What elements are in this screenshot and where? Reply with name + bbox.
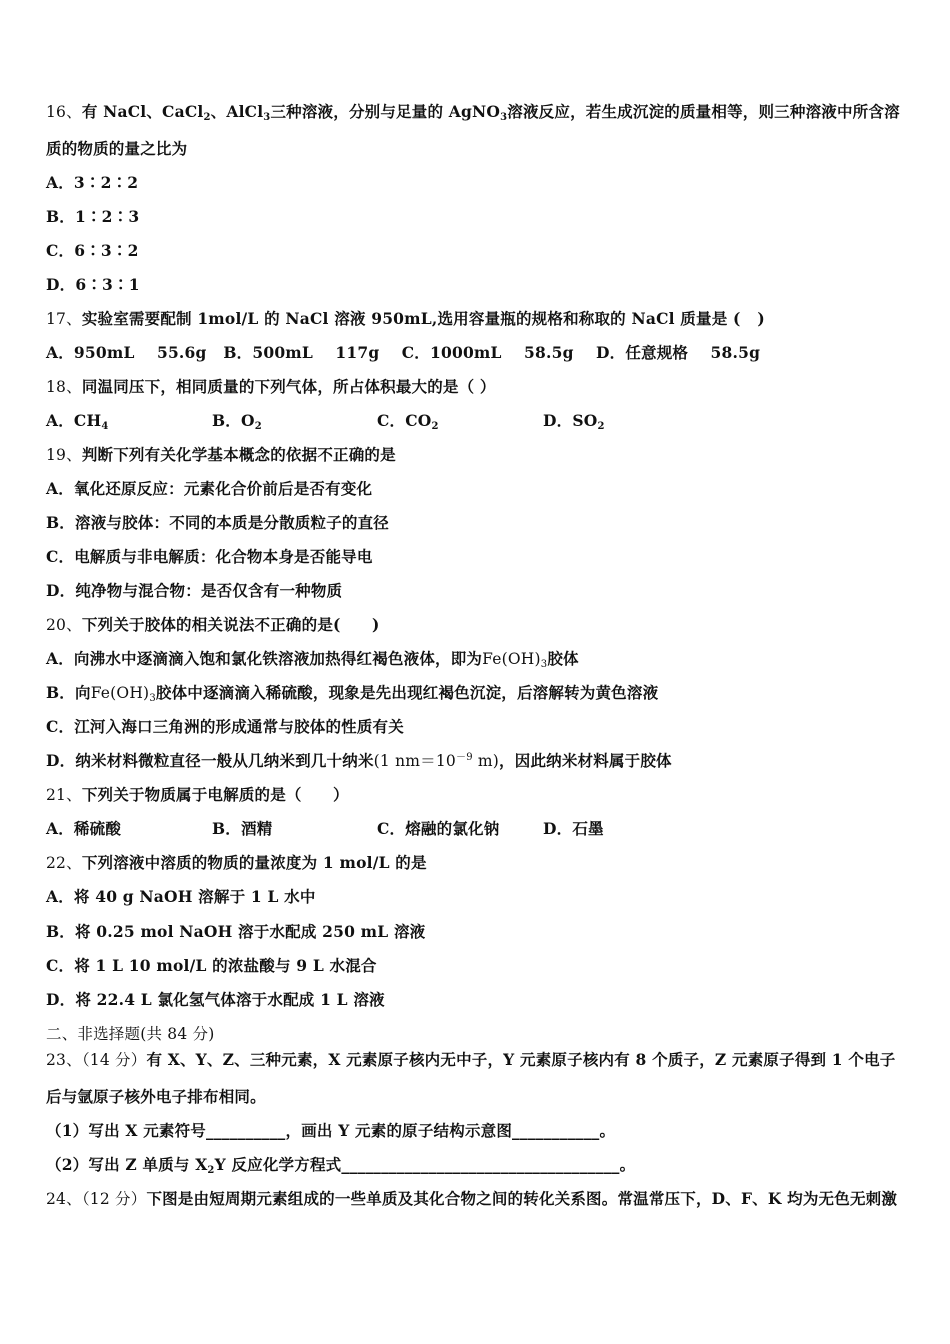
document-line — [46, 751, 672, 771]
document-line — [46, 1155, 635, 1175]
text-segment: (1 nm＝10 — [373, 752, 456, 770]
subscript: 2 — [431, 421, 439, 432]
text-segment: C．6∶3∶2 — [46, 241, 139, 260]
document-line — [46, 173, 138, 193]
document-line — [46, 853, 427, 873]
document-line — [46, 990, 385, 1010]
text-segment: C．CO — [377, 411, 432, 430]
text-segment: D．石墨 — [543, 819, 604, 838]
option-column — [212, 819, 272, 839]
document-line — [46, 207, 139, 227]
text-segment: C．将 1 L 10 mol/L 的浓盐酸与 9 L 水混合 — [46, 956, 377, 975]
text-segment: A．将 40 g NaOH 溶解于 1 L 水中 — [46, 887, 316, 906]
text-segment: 三种溶液，分别与足量的 AgNO — [270, 102, 501, 121]
text-segment: C．电解质与非电解质：化合物本身是否能导电 — [46, 547, 373, 566]
document-line — [46, 445, 396, 465]
text-segment: B．酒精 — [212, 819, 273, 838]
text-segment: A．CH — [46, 411, 102, 430]
text-segment: （1）写出 X 元素符号__________，画出 Y 元素的原子结构示意图___________。 — [46, 1121, 616, 1140]
subscript: 4 — [101, 421, 109, 432]
subscript: 2 — [597, 421, 605, 432]
document-line — [46, 1121, 615, 1141]
text-segment: 二、非选择题(共 84 分) — [46, 1025, 215, 1043]
text-segment: 胶体 — [547, 649, 579, 668]
superscript: －9 — [456, 752, 473, 763]
document-line — [46, 581, 342, 601]
option-column — [46, 411, 108, 431]
text-segment: 、AlCl — [210, 102, 264, 121]
text-segment: A．向沸水中逐滴滴入饱和氯化铁溶液加热得红褐色液体，即为 — [46, 649, 483, 668]
text-segment: 有 X、Y、Z、三种元素，X 元素原子核内无中子，Y 元素原子核内有 8 个质子，Z 元素原子得到 1 个电子 — [146, 1050, 896, 1069]
document-line — [46, 1024, 214, 1044]
text-segment: ，因此纳米材料属于胶体 — [499, 751, 672, 770]
text-segment: 下列关于胶体的相关说法不正确的是( ) — [81, 615, 380, 634]
document-line — [46, 309, 765, 329]
option-column — [377, 819, 499, 839]
text-segment: D．SO — [543, 411, 598, 430]
text-segment: m) — [472, 752, 500, 770]
text-segment: 有 NaCl、CaCl — [81, 102, 204, 121]
document-line — [46, 513, 389, 533]
text-segment: B．溶液与胶体：不同的本质是分散质粒子的直径 — [46, 513, 390, 532]
text-segment: A．950mL 55.6g B．500mL 117g C．1000mL 58.5g D．任意规格 58.5g — [46, 343, 761, 362]
option-column — [46, 819, 121, 839]
text-segment: A．氧化还原反应：元素化合价前后是否有变化 — [46, 479, 373, 498]
document-line — [46, 479, 372, 499]
document-line — [46, 717, 404, 737]
text-segment: 21、 — [46, 786, 82, 804]
document-line — [46, 785, 349, 805]
text-segment: 实验室需要配制 1mol/L 的 NaCl 溶液 950mL,选用容量瓶的规格和称取的 NaCl 质量是 ( ) — [81, 309, 765, 328]
text-segment: Fe(OH) — [90, 684, 150, 702]
document-line — [46, 922, 425, 942]
text-segment: Y 反应化学方程式___________________________________。 — [214, 1155, 636, 1174]
option-column — [212, 411, 262, 431]
text-segment: 23、（14 分） — [46, 1051, 147, 1069]
text-segment: 胶体中逐滴滴入稀硫酸，现象是先出现红褐色沉淀，后溶解转为黄色溶液 — [155, 683, 659, 702]
text-segment: D．纯净物与混合物：是否仅含有一种物质 — [46, 581, 343, 600]
subscript: 3 — [263, 112, 271, 123]
text-segment: Fe(OH) — [482, 650, 541, 668]
document-line — [46, 1087, 266, 1107]
text-segment: 20、 — [46, 616, 82, 634]
document-line — [46, 887, 316, 907]
document-line — [46, 615, 380, 635]
text-segment: B．1∶2∶3 — [46, 207, 140, 226]
text-segment: 下图是由短周期元素组成的一些单质及其化合物之间的转化关系图。常温常压下，D、F、K 均为无色无刺激 — [146, 1189, 898, 1208]
subscript: 2 — [207, 1165, 215, 1176]
text-segment: C．熔融的氯化钠 — [377, 819, 500, 838]
text-segment: 18、 — [46, 378, 82, 396]
document-line — [46, 377, 496, 397]
document-line — [46, 683, 658, 703]
subscript: 2 — [203, 112, 211, 123]
text-segment: D．纳米材料微粒直径一般从几纳米到几十纳米 — [46, 751, 374, 770]
subscript: 3 — [149, 693, 156, 704]
text-segment: C．江河入海口三角洲的形成通常与胶体的性质有关 — [46, 717, 404, 736]
option-column — [543, 819, 604, 839]
document-line — [46, 819, 906, 839]
document-line — [46, 956, 377, 976]
document-line — [46, 547, 373, 567]
text-segment: 下列关于物质属于电解质的是（ ） — [81, 785, 349, 804]
text-segment: 下列溶液中溶质的物质的量浓度为 1 mol/L 的是 — [81, 853, 427, 872]
text-segment: D．将 22.4 L 氯化氢气体溶于水配成 1 L 溶液 — [46, 990, 385, 1009]
document-line — [46, 275, 140, 295]
text-segment: 17、 — [46, 310, 82, 328]
text-segment: 判断下列有关化学基本概念的依据不正确的是 — [81, 445, 396, 464]
text-segment: B．将 0.25 mol NaOH 溶于水配成 250 mL 溶液 — [46, 922, 426, 941]
document-line — [46, 241, 139, 261]
text-segment: （2）写出 Z 单质与 X — [46, 1155, 208, 1174]
text-segment: 24、（12 分） — [46, 1190, 147, 1208]
subscript: 2 — [254, 421, 262, 432]
text-segment: 后与氩原子核外电子排布相同。 — [46, 1087, 266, 1106]
option-column — [543, 411, 605, 431]
text-segment: 16、 — [46, 103, 82, 121]
text-segment: A．3∶2∶2 — [46, 173, 139, 192]
text-segment: B．向 — [46, 683, 91, 702]
document-line — [46, 139, 187, 159]
option-column — [377, 411, 439, 431]
text-segment: A．稀硫酸 — [46, 819, 122, 838]
document-line — [46, 1189, 897, 1209]
document-line — [46, 1050, 896, 1070]
text-segment: 溶液反应，若生成沉淀的质量相等，则三种溶液中所含溶 — [507, 102, 900, 121]
document-line — [46, 411, 906, 431]
document-line — [46, 649, 579, 669]
text-segment: 同温同压下，相同质量的下列气体，所占体积最大的是（ ） — [81, 377, 496, 396]
text-segment: 19、 — [46, 446, 82, 464]
text-segment: 质的物质的量之比为 — [46, 139, 188, 158]
text-segment: 22、 — [46, 854, 82, 872]
text-segment: B．O — [212, 411, 255, 430]
document-line — [46, 343, 760, 363]
subscript: 3 — [540, 659, 548, 670]
subscript: 3 — [500, 112, 508, 123]
document-line — [46, 102, 900, 122]
text-segment: D．6∶3∶1 — [46, 275, 140, 294]
